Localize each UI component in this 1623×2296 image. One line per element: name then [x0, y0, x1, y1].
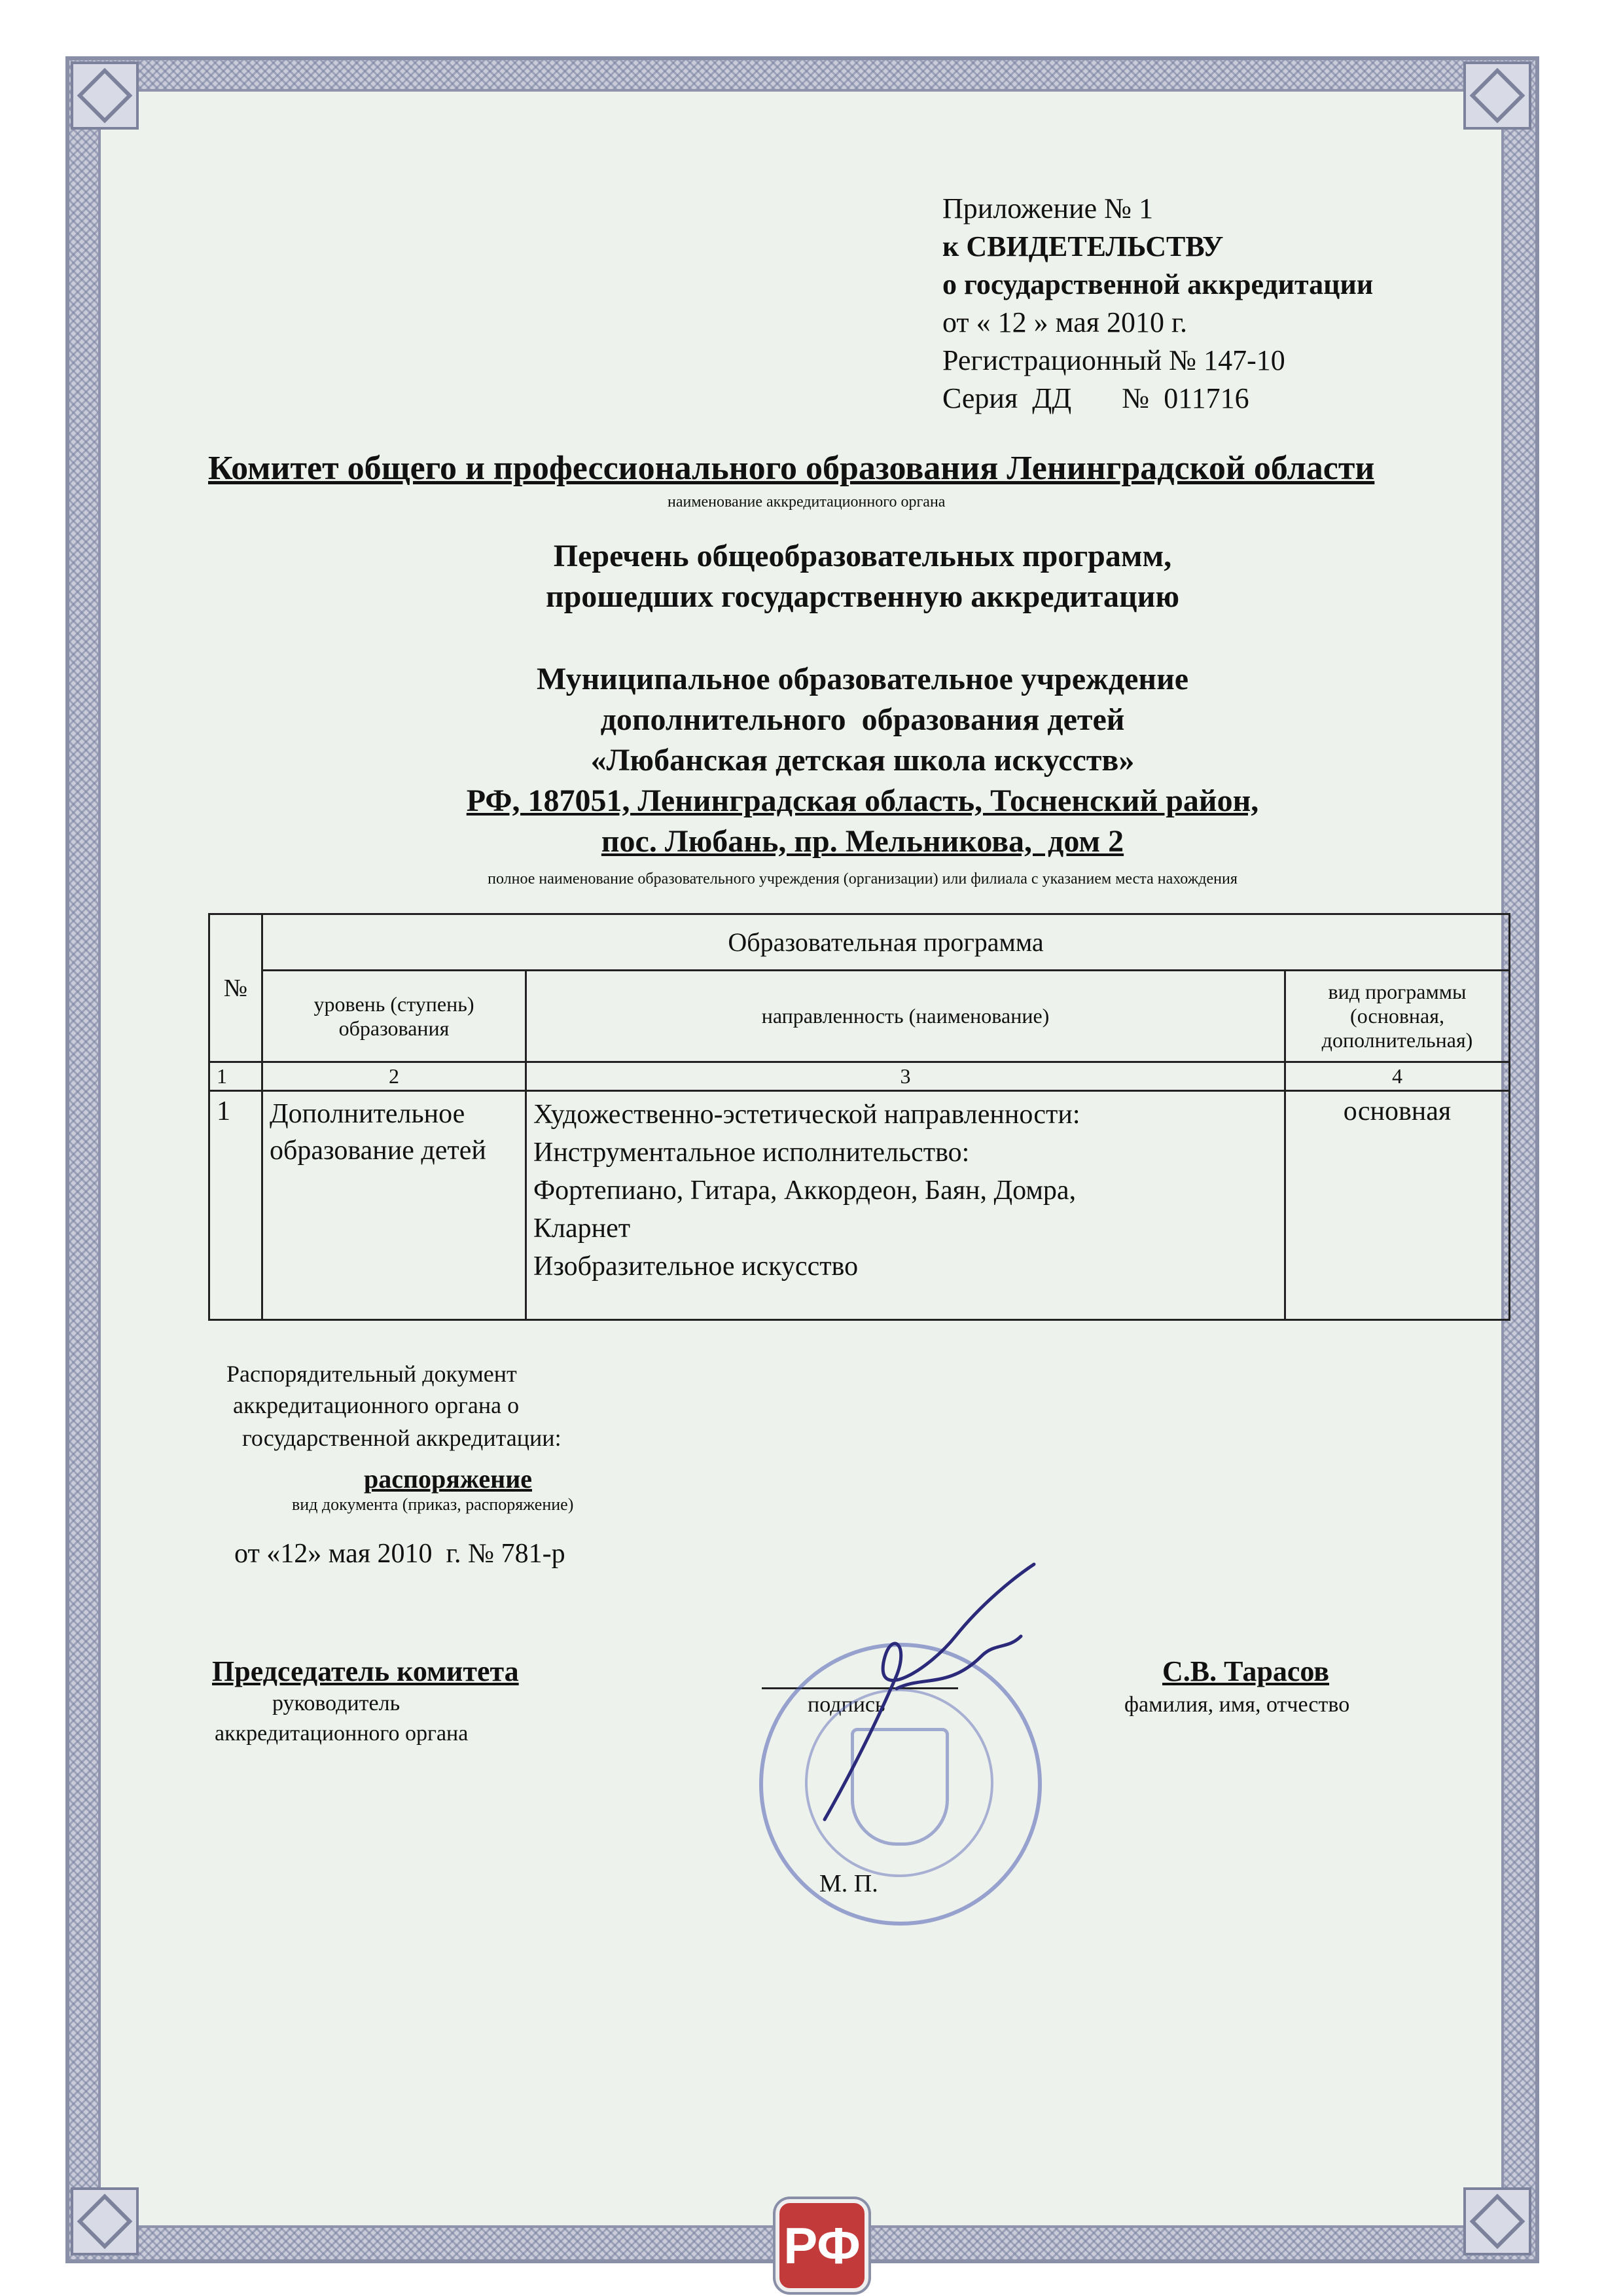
signer-name-caption: фамилия, имя, отчество	[1124, 1693, 1350, 1717]
rf-logo-icon: РФ	[776, 2199, 868, 2292]
col-kind-header: вид программы (основная, дополнительная)	[1285, 971, 1510, 1062]
institution-address-line2: пос. Любань, пр. Мельникова, дом 2	[601, 824, 1124, 859]
appendix-number: Приложение № 1	[942, 192, 1154, 224]
signature-caption: подпись	[808, 1693, 885, 1717]
order-date-number: от «12» мая 2010 г. № 781-р	[234, 1539, 565, 1569]
certificate-ref: к СВИДЕТЕЛЬСТВУ	[942, 230, 1224, 262]
corner-ornament-icon	[1463, 62, 1531, 130]
accrediting-organ-name: Комитет общего и профессионального образования Ленинградской области	[208, 450, 1375, 487]
direction-line: Фортепиано, Гитара, Аккордеон, Баян, Домра,	[533, 1175, 1077, 1206]
direction-line: Изобразительное искусство	[533, 1251, 859, 1282]
direction-line: Инструментальное исполнительство:	[533, 1138, 970, 1168]
order-text-line2: аккредитационного органа о	[233, 1392, 520, 1418]
col-index: 2	[262, 1062, 526, 1091]
col-index: 4	[1285, 1062, 1510, 1091]
table-row	[209, 1091, 1510, 1320]
program-group-header: Образовательная программа	[262, 914, 1510, 971]
corner-ornament-icon	[71, 62, 139, 130]
row-number: 1	[209, 1091, 262, 1320]
series-number: Серия ДД № 011716	[942, 382, 1249, 414]
corner-ornament-icon	[71, 2187, 139, 2255]
programs-table	[208, 913, 1510, 1321]
accrediting-organ-caption: наименование аккредитационного органа	[668, 493, 946, 511]
handwritten-signature-icon	[798, 1558, 1047, 1833]
institution-address-line1: РФ, 187051, Ленинградская область, Тосненский район,	[466, 783, 1259, 818]
signer-name: С.В. Тарасов	[1162, 1655, 1330, 1687]
col-index: 3	[526, 1062, 1285, 1091]
col-level-header: уровень (ступень) образования	[262, 971, 526, 1062]
col-number-header: №	[209, 914, 262, 1062]
col-direction-header: направленность (наименование)	[526, 971, 1285, 1062]
registration-number: Регистрационный № 147-10	[942, 344, 1285, 376]
row-kind: основная	[1285, 1091, 1510, 1320]
institution-caption: полное наименование образовательного учреждения (организации) или филиала с указанием места нахождения	[488, 870, 1238, 888]
list-title-line2: прошедших государственную аккредитацию	[545, 579, 1180, 614]
institution-line2: дополнительного образования детей	[600, 702, 1125, 737]
order-doc-type: распоряжение	[364, 1464, 533, 1494]
list-title-line1: Перечень общеобразовательных программ,	[553, 539, 1172, 573]
order-text-line1: Распорядительный документ	[226, 1361, 517, 1387]
corner-ornament-icon	[1463, 2187, 1531, 2255]
order-text-line3: государственной аккредитации:	[242, 1425, 562, 1451]
row-level: Дополнительное образование детей	[262, 1091, 526, 1320]
signer-position-caption2: аккредитационного органа	[215, 1721, 469, 1746]
row-direction	[526, 1091, 1285, 1320]
institution-line3: «Любанская детская школа искусств»	[590, 743, 1135, 778]
direction-line: Кларнет	[533, 1213, 631, 1244]
order-doc-type-caption: вид документа (приказ, распоряжение)	[292, 1495, 574, 1514]
certificate-subject: о государственной аккредитации	[942, 268, 1374, 300]
signer-position-caption1: руководитель	[272, 1691, 401, 1715]
signer-position: Председатель комитета	[212, 1655, 519, 1687]
stamp-place-label: М. П.	[819, 1870, 878, 1897]
certificate-date: от « 12 » мая 2010 г.	[942, 306, 1188, 338]
col-index: 1	[209, 1062, 262, 1091]
direction-line: Художественно-эстетической направленности:	[533, 1100, 1080, 1130]
institution-line1: Муниципальное образовательное учреждение	[536, 662, 1189, 696]
